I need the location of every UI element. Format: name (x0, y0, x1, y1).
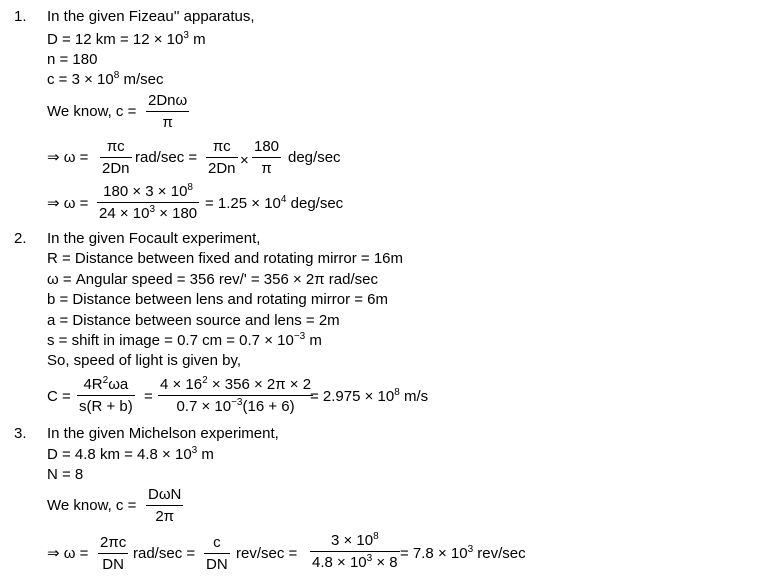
problem-number: 2. (14, 230, 27, 247)
given-R: R = Distance between fixed and rotating mirror = 16m (47, 250, 404, 267)
we-know-label: We know, c = (47, 497, 137, 514)
given-a: a = Distance between source and lens = 2m (47, 312, 340, 329)
C-equals: C = (47, 388, 71, 405)
given-s: s = shift in image = 0.7 cm = $0.7 \times 10^{-3}$ m (47, 331, 322, 349)
problem-number: 3. (14, 425, 27, 442)
given-b: b = Distance between lens and rotating mirror = 6m (47, 291, 389, 308)
result: = $2.975 \times 10^8$ m/s (310, 387, 429, 405)
fraction-C-formula: $4R^2\omega a$ s(R + b) (79, 375, 133, 415)
result: = $7.8 \times 10^3$ rev/sec (400, 544, 526, 562)
problem-intro: In the given Michelson experiment, (47, 425, 279, 442)
fraction-omega-2: c DN (206, 534, 228, 573)
implies-omega: ⇒ ω = (47, 545, 89, 562)
fraction-omega-1: πc 2Dn (102, 138, 130, 177)
equals-sign: = (144, 388, 153, 405)
fraction-deg-conversion: 180 π (254, 138, 280, 177)
implies-omega: ⇒ ω = (47, 149, 89, 166)
given-omega: ω = Angular speed = 356 rev/' = 356 × 2π rad/sec (47, 271, 378, 288)
so-speed-of-light: So, speed of light is given by, (47, 352, 242, 369)
fraction-omega-numeric: $3 \times 10^8$ $4.8 \times 10^3 \times 8$ (312, 531, 398, 571)
unit-rad-sec: rad/sec = (133, 545, 196, 562)
fraction-c-formula: 2Dnω π (148, 92, 188, 131)
fraction-omega-numeric: $180 \times 3 \times 10^8$ $24 \times 10^3 \times 180$ (99, 182, 198, 222)
given-c: $c = 3 \times 10^8$ m/sec (47, 70, 164, 88)
unit-rad-sec: rad/sec = (135, 149, 198, 166)
problem-intro: In the given Fizeau'' apparatus, (47, 8, 255, 25)
fraction-c-formula: DωN 2π (148, 486, 182, 525)
unit-deg-sec: deg/sec (288, 149, 341, 166)
fraction-omega-2: πc 2Dn (208, 138, 236, 177)
fraction-omega-1: 2πc DN (100, 534, 127, 573)
given-D: D = 12 km = $12 \times 10^3$ m (47, 30, 206, 48)
we-know-label: We know, c = (47, 103, 137, 120)
implies-omega: ⇒ ω = (47, 195, 89, 212)
problem-number: 1. (14, 8, 27, 25)
times-sign: × (240, 152, 249, 169)
unit-rev-sec: rev/sec = (236, 545, 298, 562)
fraction-C-numeric: $4 \times 16^2 \times 356 \times 2\pi \times 2$ $0.7 \times 10^{-3}(16 + 6)$ (160, 375, 312, 415)
given-D: D = 4.8 km = $4.8 \times 10^3$ m (47, 445, 214, 463)
problem-intro: In the given Focault experiment, (47, 230, 261, 247)
given-N: N = 8 (47, 466, 84, 483)
given-n: n = 180 (47, 51, 98, 68)
result: = $1.25 \times 10^4$ deg/sec (205, 194, 344, 212)
